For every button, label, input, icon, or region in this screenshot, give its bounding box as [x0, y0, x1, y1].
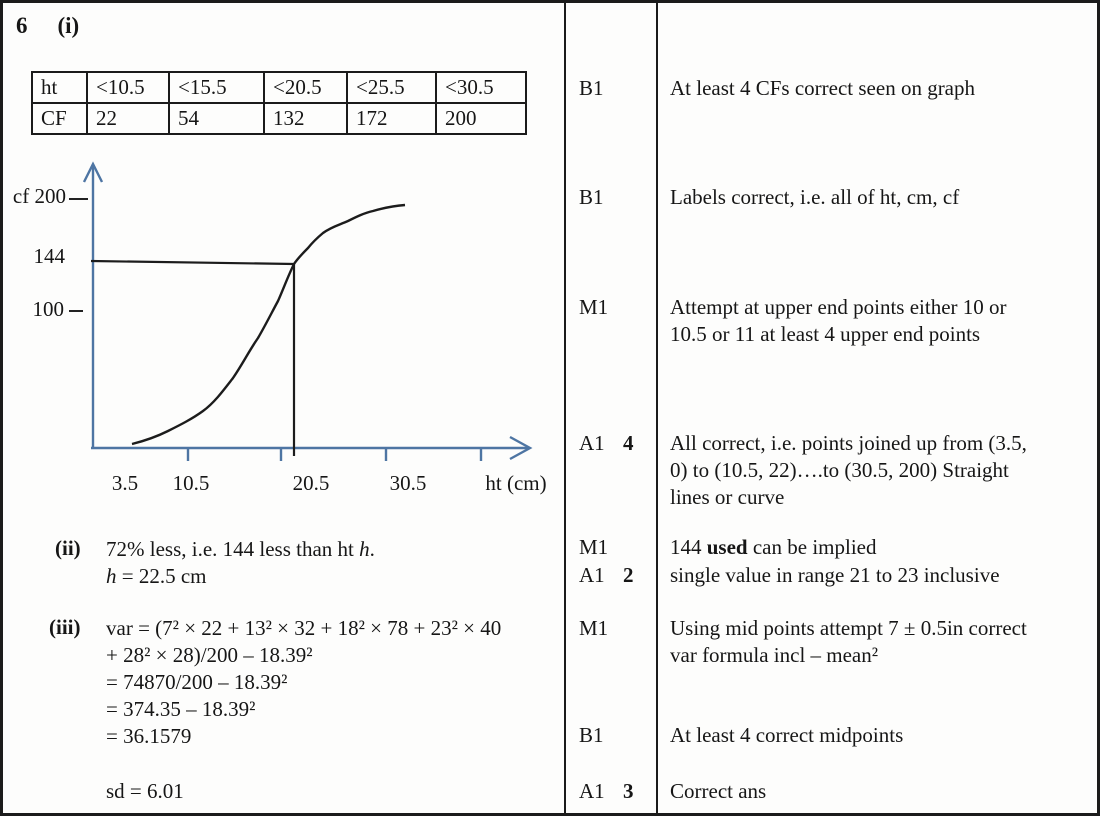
- mark-m1-midpoints-var: M1: [579, 616, 609, 640]
- question-number: 6: [16, 13, 28, 38]
- reading-line-horizontal-144: [91, 261, 294, 264]
- comment-upper-endpoints: Attempt at upper end points either 10 or 10.5 or 11 at least 4 upper end points: [670, 295, 1007, 346]
- comment-midpoints-var-formula: Using mid points attempt 7 ± 0.5in correct var formula incl – mean²: [670, 616, 1027, 667]
- question-heading: [16, 13, 79, 39]
- x-axis-label-3-5: 3.5: [111, 471, 139, 495]
- part-ii-label: (ii): [55, 536, 81, 560]
- table-cell: <15.5: [169, 72, 264, 103]
- mark-a1-correct-ans: A1 3: [579, 779, 634, 803]
- variable-h: h: [359, 537, 370, 561]
- comment-correct-midpoints: At least 4 correct midpoints: [670, 723, 904, 747]
- mark-a1-value-range: A1 2: [579, 563, 634, 587]
- table-cell: 132: [264, 103, 347, 134]
- comments-column-divider: [656, 3, 658, 813]
- part-iii-label: (iii): [49, 615, 81, 639]
- table-cell: <25.5: [347, 72, 436, 103]
- x-axis-label-10-5: 10.5: [172, 471, 210, 495]
- mark-b1-midpoints: B1: [579, 723, 604, 747]
- part-iii-working: [106, 615, 501, 750]
- mark-a1-all-correct: A1 4: [579, 431, 634, 455]
- table-cell: <20.5: [264, 72, 347, 103]
- table-row-cf: [32, 103, 526, 134]
- comment-all-correct: All correct, i.e. points joined up from (3.5, 0) to (10.5, 22)….to (30.5, 200) Straight lines or curve: [670, 431, 1027, 509]
- x-axis-title: ht (cm): [485, 471, 547, 495]
- part-ii-working: [106, 536, 375, 590]
- variable-h: h: [106, 564, 117, 588]
- y-axis-label-100: 100: [32, 297, 64, 321]
- sd-result-line: sd = 6.01: [106, 779, 184, 803]
- var-formula-line: = 374.35 – 18.39²: [106, 697, 256, 721]
- table-cell: <30.5: [436, 72, 526, 103]
- var-formula-line: + 28² × 28)/200 – 18.39²: [106, 643, 313, 667]
- var-formula-line: var = (7² × 22 + 13² × 32 + 18² × 78 + 23² × 40: [106, 616, 502, 640]
- table-cell: <10.5: [87, 72, 169, 103]
- comment-labels-correct: Labels correct, i.e. all of ht, cm, cf: [670, 185, 960, 209]
- y-axis-label-144: 144: [33, 244, 65, 268]
- table-cell: 54: [169, 103, 264, 134]
- var-formula-line: = 36.1579: [106, 724, 192, 748]
- x-axis-label-30-5: 30.5: [389, 471, 427, 495]
- y-axis-label-200: cf 200: [12, 184, 66, 208]
- comment-cfs-correct: At least 4 CFs correct seen on graph: [670, 76, 976, 100]
- comment-correct-ans: Correct ans: [670, 779, 767, 803]
- x-axis-label-20-5: 20.5: [292, 471, 330, 495]
- cumulative-frequency-graph: [3, 151, 563, 519]
- part-i-label: (i): [57, 13, 80, 38]
- cumulative-frequency-table: [31, 71, 527, 135]
- var-formula-line: = 74870/200 – 18.39²: [106, 670, 288, 694]
- table-row-ht: [32, 72, 526, 103]
- table-cell: ht: [32, 72, 87, 103]
- part-ii-line-2: h = 22.5 cm: [106, 564, 207, 588]
- mark-m1-endpoints: M1: [579, 295, 609, 319]
- table-cell: CF: [32, 103, 87, 134]
- cf-curve: [132, 205, 405, 444]
- table-cell: 22: [87, 103, 169, 134]
- comment-value-range: single value in range 21 to 23 inclusive: [670, 563, 1000, 587]
- mark-m1-144-used: M1: [579, 535, 609, 559]
- mark-b1-graph: B1: [579, 76, 604, 100]
- table-cell: 172: [347, 103, 436, 134]
- comment-144-used: 144 used can be implied: [670, 535, 877, 559]
- part-ii-line-1: 72% less, i.e. 144 less than ht h.: [106, 537, 375, 561]
- table-cell: 200: [436, 103, 526, 134]
- marks-column-divider: [564, 3, 566, 813]
- mark-b1-labels: B1: [579, 185, 604, 209]
